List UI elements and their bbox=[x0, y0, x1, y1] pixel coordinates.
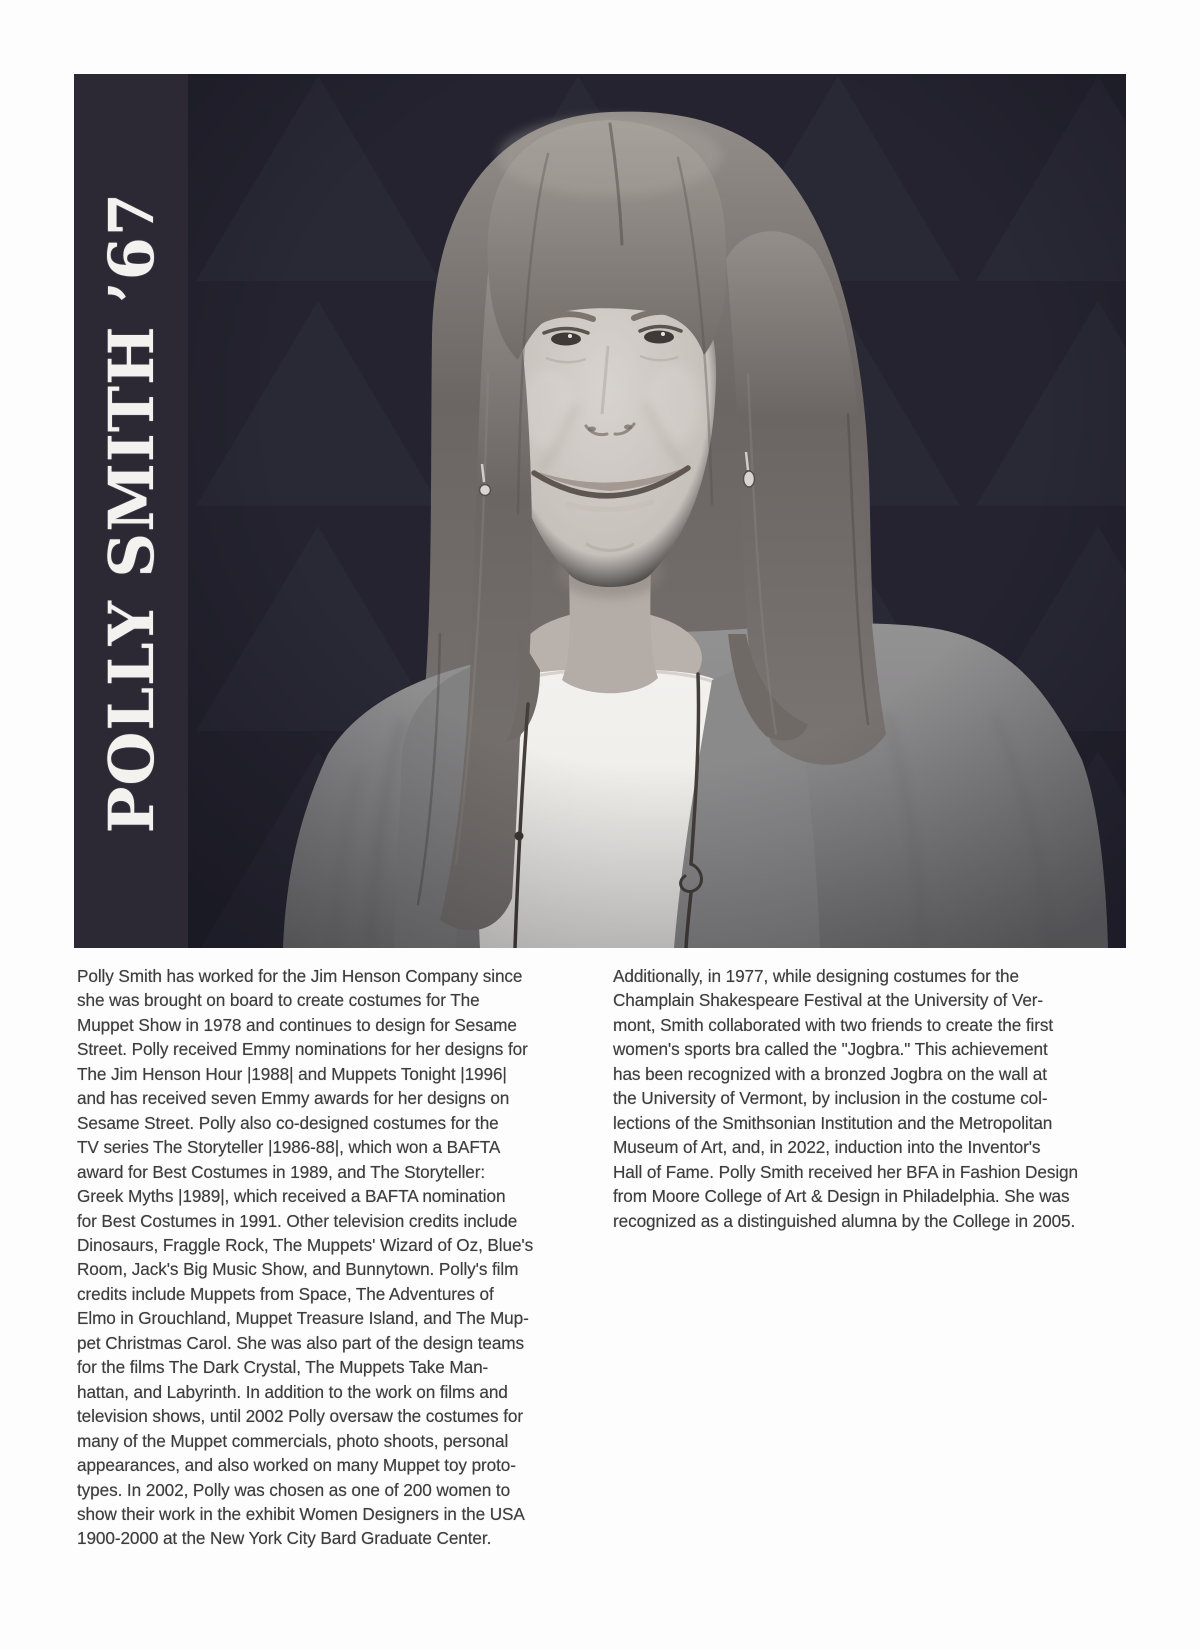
bio-text-line: Hall of Fame. Polly Smith received her BFA in Fashion Design bbox=[613, 1161, 1078, 1182]
bio-text-line: Champlain Shakespeare Festival at the University of Ver- bbox=[613, 990, 1044, 1011]
bio-text-line: lections of the Smithsonian Institution and the Metropolitan bbox=[613, 1112, 1053, 1133]
bio-text-line: credits include Muppets from Space, The Adventures of bbox=[77, 1283, 494, 1304]
bio-text-line: appearances, and also worked on many Muppet toy proto- bbox=[77, 1455, 516, 1476]
bio-text-line: hattan, and Labyrinth. In addition to the work on films and bbox=[77, 1381, 508, 1402]
bio-text-line: women's sports bra called the "Jogbra." This achievement bbox=[613, 1039, 1048, 1060]
bio-text-line: Sesame Street. Polly also co-designed costumes for the bbox=[77, 1112, 499, 1133]
bio-text-line: recognized as a distinguished alumna by the College in 2005. bbox=[613, 1210, 1076, 1231]
bio-text-line: the University of Vermont, by inclusion in the costume col- bbox=[613, 1088, 1048, 1109]
bio-text-line: Muppet Show in 1978 and continues to design for Sesame bbox=[77, 1014, 517, 1035]
bio-text-line: Additionally, in 1977, while designing costumes for the bbox=[613, 966, 1019, 986]
bio-text-line: The Jim Henson Hour |1988| and Muppets Tonight |1996| bbox=[77, 1063, 507, 1084]
bio-text-line: Elmo in Grouchland, Muppet Treasure Island, and The Mup- bbox=[77, 1308, 529, 1329]
portrait-illustration bbox=[188, 74, 1126, 948]
bio-text-line: has been recognized with a bronzed Jogbra on the wall at bbox=[613, 1063, 1047, 1084]
title-band bbox=[74, 74, 188, 948]
bio-text-line: 1900-2000 at the New York City Bard Graduate Center. bbox=[77, 1528, 492, 1549]
bio-column-left bbox=[77, 964, 577, 1551]
feature-photo-section bbox=[74, 74, 1126, 948]
bio-text-line: Dinosaurs, Fraggle Rock, The Muppets' Wizard of Oz, Blue's bbox=[77, 1234, 534, 1255]
profile-title: POLLY SMITH ’67 bbox=[94, 192, 168, 834]
bio-text-line: Polly Smith has worked for the Jim Henson Company since bbox=[77, 966, 523, 986]
bio-text-line: many of the Muppet commercials, photo shoots, personal bbox=[77, 1430, 509, 1451]
bio-text-line: Museum of Art, and, in 2022, induction into the Inventor's bbox=[613, 1137, 1041, 1158]
bio-text-line: and has received seven Emmy awards for her designs on bbox=[77, 1088, 510, 1109]
photo-vignette bbox=[188, 74, 1126, 948]
bio-text bbox=[77, 964, 1119, 1551]
bio-text-line: Greek Myths |1989|, which received a BAFTA nomination bbox=[77, 1186, 506, 1207]
bio-text-line: she was brought on board to create costumes for The bbox=[77, 990, 480, 1011]
bio-text-line: from Moore College of Art & Design in Philadelphia. She was bbox=[613, 1186, 1070, 1207]
bio-text-line: Room, Jack's Big Music Show, and Bunnytown. Polly's film bbox=[77, 1259, 519, 1280]
bio-text-line: show their work in the exhibit Women Designers in the USA bbox=[77, 1503, 525, 1524]
bio-text-line: types. In 2002, Polly was chosen as one of 200 women to bbox=[77, 1479, 511, 1500]
bio-text-line: pet Christmas Carol. She was also part of the design teams bbox=[77, 1332, 525, 1353]
portrait-photo bbox=[188, 74, 1126, 948]
bio-text-line: for Best Costumes in 1991. Other television credits include bbox=[77, 1210, 518, 1231]
bio-column-right bbox=[613, 964, 1119, 1551]
bio-text-line: Street. Polly received Emmy nominations for her designs for bbox=[77, 1039, 528, 1060]
bio-text-line: television shows, until 2002 Polly oversaw the costumes for bbox=[77, 1406, 523, 1427]
bio-text-line: for the films The Dark Crystal, The Muppets Take Man- bbox=[77, 1357, 489, 1378]
bio-text-line: TV series The Storyteller |1986-88|, which won a BAFTA bbox=[77, 1137, 501, 1158]
bio-text-line: award for Best Costumes in 1989, and The Storyteller: bbox=[77, 1161, 486, 1182]
bio-text-line: mont, Smith collaborated with two friends to create the first bbox=[613, 1014, 1054, 1035]
